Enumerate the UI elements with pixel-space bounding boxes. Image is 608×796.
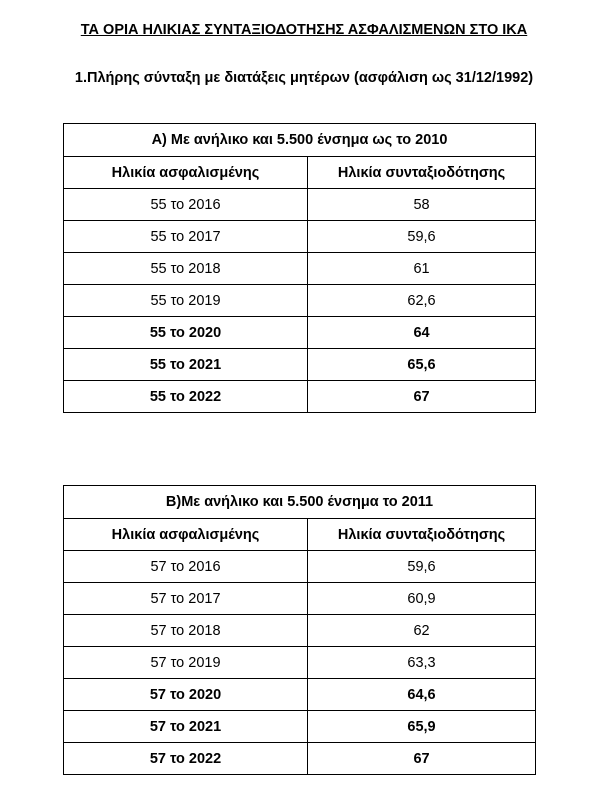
table-row: [64, 221, 536, 253]
table-row: [64, 551, 536, 583]
retirement-age-cell: 67: [308, 381, 536, 413]
retirement-age-cell: 65,9: [308, 711, 536, 743]
retirement-age-cell: 61: [308, 253, 536, 285]
insured-age-cell: 57 το 2019: [64, 647, 308, 679]
insured-age-cell: 55 το 2019: [64, 285, 308, 317]
insured-age-cell: 55 το 2022: [64, 381, 308, 413]
insured-age-cell: 57 το 2022: [64, 743, 308, 775]
page-title: ΤΑ ΟΡΙΑ ΗΛΙΚΙΑΣ ΣΥΝΤΑΞΙΟΔΟΤΗΣΗΣ ΑΣΦΑΛΙΣΜΕΝΩΝ ΣΤΟ ΙΚΑ: [80, 22, 528, 38]
table-row: [64, 615, 536, 647]
retirement-age-cell: 62: [308, 615, 536, 647]
insured-age-cell: 57 το 2020: [64, 679, 308, 711]
table-caption: Α) Με ανήλικο και 5.500 ένσημα ως το 2010: [64, 124, 536, 157]
insured-age-cell: 57 το 2016: [64, 551, 308, 583]
insured-age-cell: 57 το 2018: [64, 615, 308, 647]
column-header-insured-age: Ηλικία ασφαλισμένης: [64, 157, 308, 189]
table-body: [64, 189, 536, 413]
retirement-age-cell: 64: [308, 317, 536, 349]
insured-age-cell: 55 το 2016: [64, 189, 308, 221]
table-row: [64, 189, 536, 221]
column-header-insured-age: Ηλικία ασφαλισμένης: [64, 519, 308, 551]
column-header-retirement-age: Ηλικία συνταξιοδότησης: [308, 519, 536, 551]
retirement-age-cell: 58: [308, 189, 536, 221]
table-row: [64, 253, 536, 285]
retirement-age-cell: 59,6: [308, 551, 536, 583]
retirement-table-b: [63, 485, 536, 775]
retirement-age-cell: 64,6: [308, 679, 536, 711]
table-row: [64, 349, 536, 381]
insured-age-cell: 55 το 2017: [64, 221, 308, 253]
section-subtitle: 1.Πλήρης σύνταξη με διατάξεις μητέρων (ασφάλιση ως 31/12/1992): [74, 70, 534, 86]
table-caption: Β)Με ανήλικο και 5.500 ένσημα το 2011: [64, 486, 536, 519]
table-row: [64, 679, 536, 711]
insured-age-cell: 55 το 2021: [64, 349, 308, 381]
table-row: [64, 743, 536, 775]
retirement-age-cell: 67: [308, 743, 536, 775]
retirement-age-cell: 59,6: [308, 221, 536, 253]
table-row: [64, 285, 536, 317]
table-row: [64, 711, 536, 743]
retirement-age-cell: 65,6: [308, 349, 536, 381]
retirement-age-cell: 60,9: [308, 583, 536, 615]
retirement-age-cell: 62,6: [308, 285, 536, 317]
insured-age-cell: 55 το 2018: [64, 253, 308, 285]
retirement-age-cell: 63,3: [308, 647, 536, 679]
table-row: [64, 647, 536, 679]
retirement-table-a: [63, 123, 536, 413]
insured-age-cell: 55 το 2020: [64, 317, 308, 349]
table-row: [64, 317, 536, 349]
insured-age-cell: 57 το 2021: [64, 711, 308, 743]
column-header-retirement-age: Ηλικία συνταξιοδότησης: [308, 157, 536, 189]
insured-age-cell: 57 το 2017: [64, 583, 308, 615]
table-row: [64, 583, 536, 615]
table-body: [64, 551, 536, 775]
table-row: [64, 381, 536, 413]
